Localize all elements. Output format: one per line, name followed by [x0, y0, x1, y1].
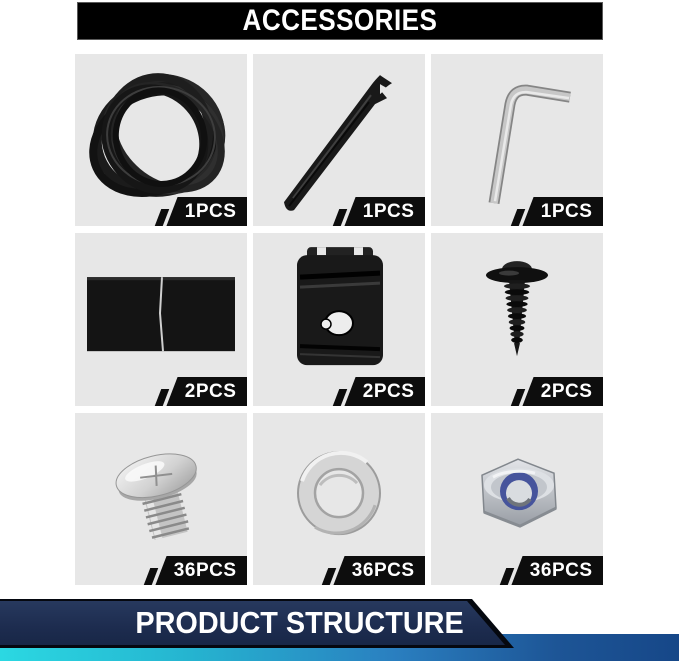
grid-cell-tapping-screw: [431, 233, 603, 405]
quantity-flag: [514, 377, 603, 406]
quantity-flag: [158, 197, 247, 226]
quantity-label: 36PCS: [352, 559, 415, 581]
grid-cell-adhesive-pads: [75, 233, 247, 405]
quantity-label: 2PCS: [541, 380, 593, 402]
quantity-label: 2PCS: [185, 380, 237, 402]
quantity-flag: [325, 556, 425, 585]
quantity-label: 36PCS: [174, 559, 237, 581]
accessories-grid: [75, 54, 603, 585]
accessories-title-banner: [77, 2, 603, 40]
grid-cell-lock-nut: [431, 413, 603, 585]
quantity-label: 1PCS: [541, 200, 593, 222]
quantity-flag: [336, 197, 425, 226]
quantity-flag: [503, 556, 603, 585]
quantity-flag: [514, 197, 603, 226]
grid-cell-hex-wrench: [431, 54, 603, 226]
quantity-flag: [158, 377, 247, 406]
grid-cell-metal-clip: [253, 233, 425, 405]
grid-cell-bolt: [75, 413, 247, 585]
quantity-flag: [336, 377, 425, 406]
quantity-label: 2PCS: [363, 380, 415, 402]
grid-cell-pry-tool: [253, 54, 425, 226]
grid-cell-rubber-seal: [75, 54, 247, 226]
accessories-title: ACCESSORIES: [242, 4, 438, 37]
quantity-label: 1PCS: [185, 200, 237, 222]
quantity-label: 1PCS: [363, 200, 415, 222]
footer-title-wrap: [70, 601, 530, 645]
grid-cell-washer: [253, 413, 425, 585]
quantity-flag: [147, 556, 247, 585]
quantity-label: 36PCS: [530, 559, 593, 581]
footer-title: PRODUCT STRUCTURE: [135, 605, 465, 640]
